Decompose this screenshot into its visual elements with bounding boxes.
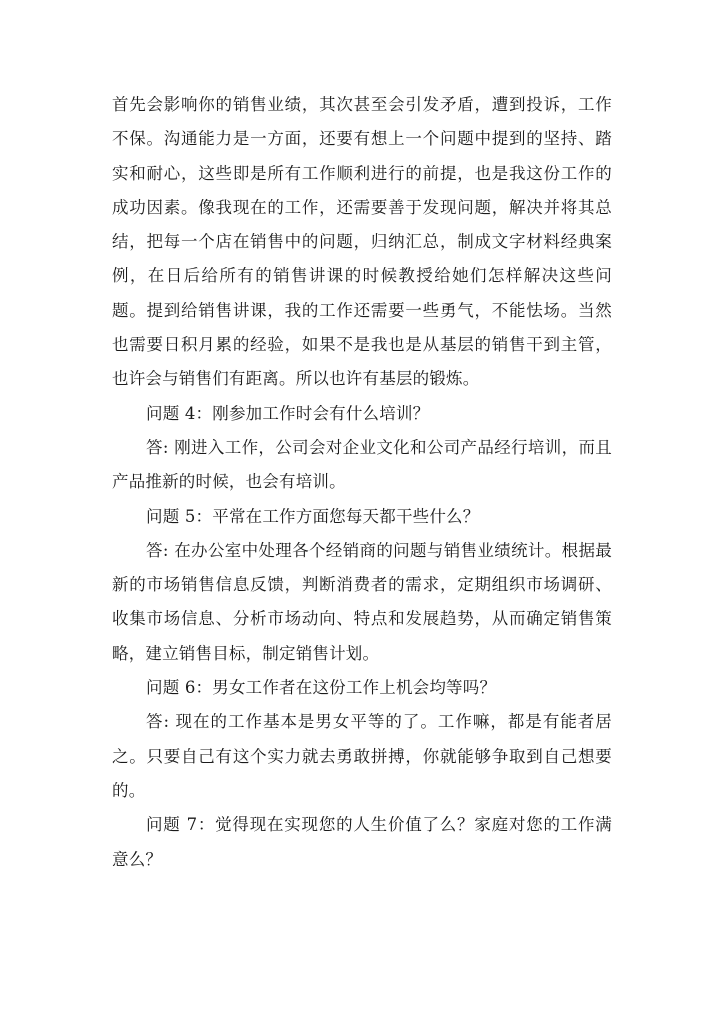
answer-5: 答: 在办公室中处理各个经销商的问题与销售业绩统计。根据最新的市场销售信息反馈，判断消费者的需求，定期组织市场调研、收集市场信息、分析市场动向、特点和发展趋势，从而确定销售策略，建立销售目标，制定销售计划。 (112, 540, 612, 663)
question-4: 问题 4：刚参加工作时会有什么培训？ (146, 403, 430, 423)
question-5: 问题 5：平常在工作方面您每天都干些什么？ (146, 506, 480, 526)
answer-6: 答: 现在的工作基本是男女平等的了。工作嘛，都是有能者居之。只要自己有这个实力就去勇敢拼搏，你就能够争取到自己想要的。 (112, 712, 612, 800)
question-6: 问题 6：男女工作者在这份工作上机会均等吗？ (146, 678, 497, 698)
answer-4: 答: 刚进入工作，公司会对企业文化和公司产品经行培训，而且产品推新的时候，也会有培训。 (112, 437, 612, 492)
body-paragraph-continued: 首先会影响你的销售业绩，其次甚至会引发矛盾，遭到投诉，工作不保。沟通能力是一方面，还要有想上一个问题中提到的坚持、踏实和耐心，这些即是所有工作顺利进行的前提，也是我这份工作的成功因素。像我现在的工作，还需要善于发现问题，解决并将其总结，把每一个店在销售中的问题，归纳汇总，制成文字材料经典案例，在日后给所有的销售讲课的时候教授给她们怎样解决这些问题。提到给销售讲课，我的工作还需要一些勇气，不能怯场。当然也需要日积月累的经验，如果不是我也是从基层的销售干到主管，也许会与销售们有距离。所以也许有基层的锻炼。 (112, 95, 612, 389)
document-page (112, 88, 612, 877)
question-7: 问题 7：觉得现在实现您的人生价值了么？家庭对您的工作满意么？ (112, 815, 612, 869)
